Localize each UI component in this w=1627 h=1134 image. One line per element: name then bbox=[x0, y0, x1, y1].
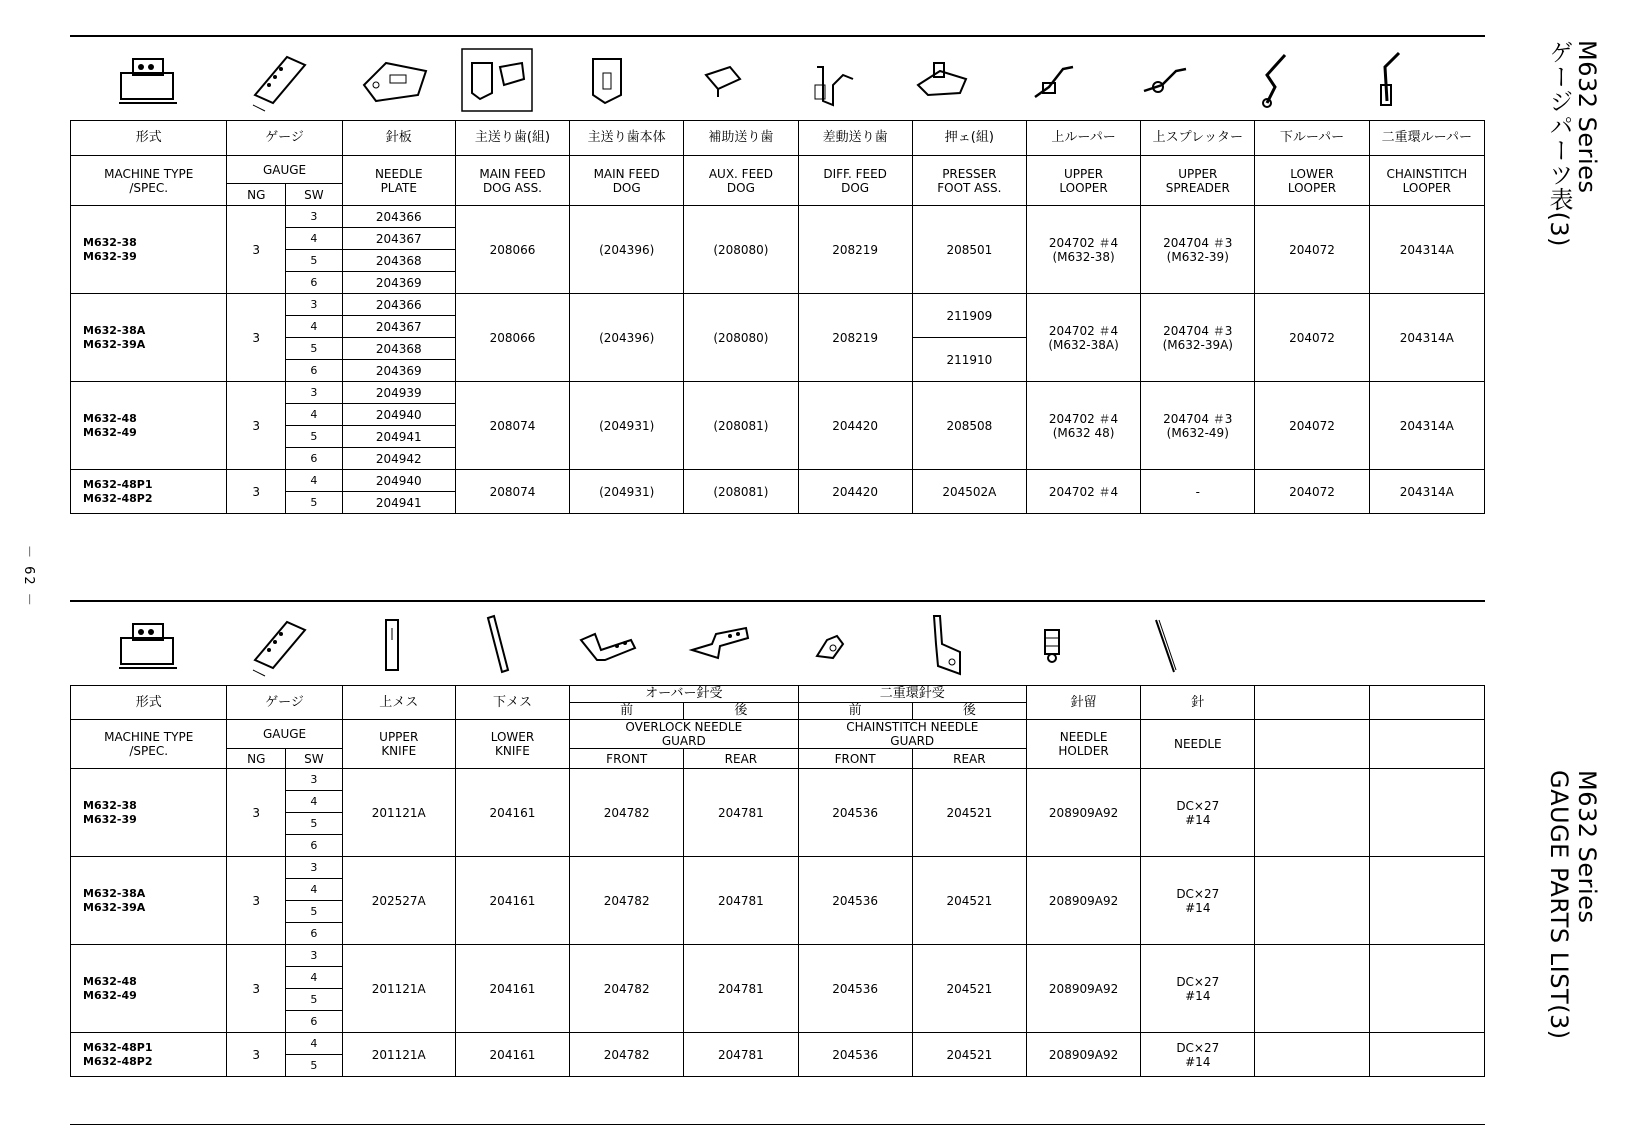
empty-cell bbox=[1369, 1033, 1484, 1077]
model-name: M632-48P1 bbox=[83, 477, 153, 491]
table-row bbox=[71, 206, 1485, 228]
empty-header bbox=[1369, 720, 1484, 769]
sw-cell: 5 bbox=[286, 492, 343, 514]
presser-cell: 211910 bbox=[912, 338, 1026, 382]
upper-looper-cell: 204702 ＃4 (M632 48) bbox=[1026, 382, 1140, 470]
needle-plate-cell: 204369 bbox=[342, 272, 455, 294]
title-series: M632 Series bbox=[1573, 40, 1601, 194]
sw-cell: 6 bbox=[286, 272, 343, 294]
sw-cell: 5 bbox=[286, 901, 343, 923]
needle-cell: DC×27 #14 bbox=[1141, 945, 1255, 1033]
title-english: GAUGE PARTS LIST(3) bbox=[1545, 770, 1573, 1040]
chain-rear-cell: 204521 bbox=[912, 945, 1026, 1033]
diff-feed-cell: 208219 bbox=[798, 206, 912, 294]
header-diff-feed-jp: 差動送り歯 bbox=[798, 121, 912, 156]
model-name: M632-48P2 bbox=[83, 1054, 153, 1068]
upper-looper-cell: 204702 ＃4 (M632-38) bbox=[1026, 206, 1140, 294]
chain-front-cell: 204536 bbox=[798, 1033, 912, 1077]
model-name: M632-39 bbox=[83, 812, 137, 826]
header-upper-spreader-jp: 上スプレッター bbox=[1141, 121, 1255, 156]
overlock-needle-guard-rear-icon bbox=[671, 605, 766, 685]
sw-cell: 3 bbox=[286, 769, 343, 791]
diff-feed-cell: 208219 bbox=[798, 294, 912, 382]
needle-plate-cell: 204368 bbox=[342, 250, 455, 272]
header-presser-jp: 押ェ(組) bbox=[912, 121, 1026, 156]
main-feed-cell: (204396) bbox=[570, 206, 684, 294]
header-ch-rear-jp: 後 bbox=[912, 703, 1026, 720]
upper-looper-icon bbox=[1004, 40, 1099, 120]
model-name: M632-39 bbox=[83, 249, 137, 263]
header-ch-front-jp: 前 bbox=[798, 703, 912, 720]
empty-cell bbox=[1255, 945, 1369, 1033]
header-needle-plate-jp: 針板 bbox=[342, 121, 455, 156]
header-needle-holder: NEEDLE HOLDER bbox=[1026, 720, 1140, 769]
header-machine-type: MACHINE TYPE /SPEC. bbox=[71, 720, 227, 769]
sw-cell: 6 bbox=[286, 360, 343, 382]
ng-cell: 3 bbox=[227, 857, 286, 945]
main-feed-ass-cell: 208074 bbox=[455, 470, 569, 514]
upper-spreader-icon bbox=[1115, 40, 1210, 120]
table-row bbox=[71, 470, 1485, 492]
diff-feed-cell: 204420 bbox=[798, 382, 912, 470]
model-name: M632-39A bbox=[83, 337, 146, 351]
upper-looper-cell: 204702 ＃4 bbox=[1026, 470, 1140, 514]
main-feed-cell: (204931) bbox=[570, 470, 684, 514]
needle-cell: DC×27 #14 bbox=[1141, 769, 1255, 857]
overlock-front-cell: 204782 bbox=[570, 1033, 684, 1077]
sw-cell: 6 bbox=[286, 448, 343, 470]
upper-knife-cell: 201121A bbox=[342, 945, 455, 1033]
model-name: M632-38 bbox=[83, 235, 137, 249]
header-lower-looper-jp: 下ルーパー bbox=[1255, 121, 1369, 156]
model-name: M632-38 bbox=[83, 798, 137, 812]
model-name: M632-49 bbox=[83, 425, 137, 439]
gauge-icon bbox=[230, 605, 325, 685]
gauge-parts-table-2 bbox=[70, 685, 1485, 1077]
chain-looper-cell: 204314A bbox=[1369, 294, 1484, 382]
sw-cell: 5 bbox=[286, 250, 343, 272]
title-japanese: ゲージパーツ表(3) bbox=[1545, 40, 1573, 247]
ng-cell: 3 bbox=[227, 206, 286, 294]
chain-looper-cell: 204314A bbox=[1369, 206, 1484, 294]
main-feed-dog-assembly-icon bbox=[447, 40, 542, 120]
model-name: M632-48 bbox=[83, 411, 137, 425]
model-cell bbox=[71, 769, 227, 857]
header-needle-plate: NEEDLE PLATE bbox=[342, 156, 455, 206]
chain-looper-cell: 204314A bbox=[1369, 382, 1484, 470]
header-gauge-jp: ゲージ bbox=[227, 686, 342, 720]
empty-header bbox=[1369, 686, 1484, 720]
model-cell bbox=[71, 206, 227, 294]
chain-rear-cell: 204521 bbox=[912, 769, 1026, 857]
table-row bbox=[71, 769, 1485, 791]
header-main-feed-jp: 主送り歯本体 bbox=[570, 121, 684, 156]
chain-front-cell: 204536 bbox=[798, 945, 912, 1033]
presser-cell: 204502A bbox=[912, 470, 1026, 514]
table-2-body bbox=[71, 769, 1485, 1077]
needle-plate-cell: 204940 bbox=[342, 470, 455, 492]
empty-cell bbox=[1255, 857, 1369, 945]
aux-feed-cell: (208081) bbox=[684, 470, 798, 514]
needle-plate-cell: 204940 bbox=[342, 404, 455, 426]
header-sw: SW bbox=[286, 749, 343, 769]
presser-cell: 208508 bbox=[912, 382, 1026, 470]
needle-plate-cell: 204941 bbox=[342, 492, 455, 514]
main-feed-ass-cell: 208066 bbox=[455, 294, 569, 382]
header-upper-looper-jp: 上ルーパー bbox=[1026, 121, 1140, 156]
presser-cell: 211909 bbox=[912, 294, 1026, 338]
ng-cell: 3 bbox=[227, 945, 286, 1033]
header-holder-jp: 針留 bbox=[1026, 686, 1140, 720]
needle-cell: DC×27 #14 bbox=[1141, 1033, 1255, 1077]
sw-cell: 5 bbox=[286, 338, 343, 360]
chain-front-cell: 204536 bbox=[798, 769, 912, 857]
overlock-rear-cell: 204781 bbox=[684, 857, 798, 945]
sw-cell: 3 bbox=[286, 382, 343, 404]
header-ch-rear: REAR bbox=[912, 749, 1026, 769]
machine-icon bbox=[100, 40, 195, 120]
overlock-rear-cell: 204781 bbox=[684, 945, 798, 1033]
needle-plate-cell: 204369 bbox=[342, 360, 455, 382]
sw-cell: 4 bbox=[286, 791, 343, 813]
chain-rear-cell: 204521 bbox=[912, 857, 1026, 945]
header-overlock-jp: オーバー針受 bbox=[570, 686, 798, 703]
model-name: M632-48P2 bbox=[83, 491, 153, 505]
table-row bbox=[71, 294, 1485, 316]
header-gauge-jp: ゲージ bbox=[227, 121, 342, 156]
sw-cell: 3 bbox=[286, 857, 343, 879]
sw-cell: 3 bbox=[286, 945, 343, 967]
page-number: － 62 － bbox=[21, 545, 36, 608]
needle-plate-cell: 204366 bbox=[342, 206, 455, 228]
part-illustrations-row-2 bbox=[70, 605, 1485, 685]
header-overlock-guard: OVERLOCK NEEDLE GUARD bbox=[570, 720, 798, 749]
overlock-needle-guard-front-icon bbox=[560, 605, 655, 685]
empty-cell bbox=[1369, 857, 1484, 945]
header-needle-jp: 針 bbox=[1141, 686, 1255, 720]
main-feed-ass-cell: 208074 bbox=[455, 382, 569, 470]
chainstitch-needle-guard-rear-icon bbox=[893, 605, 988, 685]
header-aux-feed: AUX. FEED DOG bbox=[684, 156, 798, 206]
header-lower-knife: LOWER KNIFE bbox=[455, 720, 569, 769]
header-lower-knife-jp: 下メス bbox=[455, 686, 569, 720]
header-ov-rear-jp: 後 bbox=[684, 703, 798, 720]
sw-cell: 4 bbox=[286, 1033, 343, 1055]
ng-cell: 3 bbox=[227, 470, 286, 514]
sw-cell: 4 bbox=[286, 967, 343, 989]
aux-feed-dog-icon bbox=[671, 40, 766, 120]
upper-knife-icon bbox=[345, 605, 440, 685]
header-chain-guard: CHAINSTITCH NEEDLE GUARD bbox=[798, 720, 1026, 749]
needle-plate-cell: 204366 bbox=[342, 294, 455, 316]
model-cell bbox=[71, 294, 227, 382]
main-feed-cell: (204396) bbox=[570, 294, 684, 382]
ng-cell: 3 bbox=[227, 1033, 286, 1077]
header-upper-looper: UPPER LOOPER bbox=[1026, 156, 1140, 206]
bottom-rule bbox=[70, 600, 1485, 602]
table-row bbox=[71, 1033, 1485, 1055]
header-diff-feed: DIFF. FEED DOG bbox=[798, 156, 912, 206]
ng-cell: 3 bbox=[227, 769, 286, 857]
empty-header bbox=[1255, 720, 1369, 769]
part-illustrations-row-1 bbox=[70, 40, 1485, 120]
presser-foot-icon bbox=[893, 40, 988, 120]
needle-plate-cell: 204367 bbox=[342, 316, 455, 338]
aux-feed-cell: (208080) bbox=[684, 206, 798, 294]
overlock-front-cell: 204782 bbox=[570, 769, 684, 857]
sw-cell: 5 bbox=[286, 426, 343, 448]
model-cell bbox=[71, 945, 227, 1033]
needle-icon bbox=[1115, 605, 1210, 685]
overlock-front-cell: 204782 bbox=[570, 945, 684, 1033]
needle-holder-cell: 208909A92 bbox=[1026, 857, 1140, 945]
sw-cell: 4 bbox=[286, 228, 343, 250]
sw-cell: 3 bbox=[286, 294, 343, 316]
chain-front-cell: 204536 bbox=[798, 857, 912, 945]
empty-cell bbox=[1369, 769, 1484, 857]
upper-looper-cell: 204702 ＃4 (M632-38A) bbox=[1026, 294, 1140, 382]
top-rule bbox=[70, 35, 1485, 37]
upper-spreader-cell: 204704 ＃3 (M632-49) bbox=[1141, 382, 1255, 470]
sw-cell: 6 bbox=[286, 923, 343, 945]
chainstitch-needle-guard-front-icon bbox=[782, 605, 877, 685]
lower-looper-cell: 204072 bbox=[1255, 470, 1369, 514]
gauge-parts-table-1 bbox=[70, 120, 1485, 514]
lower-looper-cell: 204072 bbox=[1255, 382, 1369, 470]
header-presser: PRESSER FOOT ASS. bbox=[912, 156, 1026, 206]
footer-rule bbox=[70, 1124, 1485, 1125]
needle-holder-cell: 208909A92 bbox=[1026, 945, 1140, 1033]
sw-cell: 4 bbox=[286, 404, 343, 426]
empty-cell bbox=[1255, 769, 1369, 857]
presser-cell: 208501 bbox=[912, 206, 1026, 294]
empty-header bbox=[1255, 686, 1369, 720]
sw-cell: 4 bbox=[286, 316, 343, 338]
ng-cell: 3 bbox=[227, 294, 286, 382]
model-cell bbox=[71, 382, 227, 470]
model-name: M632-38A bbox=[83, 886, 146, 900]
needle-holder-cell: 208909A92 bbox=[1026, 1033, 1140, 1077]
table-1-body bbox=[71, 206, 1485, 514]
overlock-front-cell: 204782 bbox=[570, 857, 684, 945]
gauge-icon bbox=[230, 40, 325, 120]
empty-cell bbox=[1255, 1033, 1369, 1077]
sw-cell: 5 bbox=[286, 989, 343, 1011]
header-chain-jp: 二重環針受 bbox=[798, 686, 1026, 703]
upper-spreader-cell: - bbox=[1141, 470, 1255, 514]
header-chain-looper: CHAINSTITCH LOOPER bbox=[1369, 156, 1484, 206]
needle-plate-icon bbox=[345, 40, 440, 120]
needle-plate-cell: 204368 bbox=[342, 338, 455, 360]
sw-cell: 6 bbox=[286, 1011, 343, 1033]
needle-plate-cell: 204939 bbox=[342, 382, 455, 404]
table-row bbox=[71, 945, 1485, 967]
lower-looper-cell: 204072 bbox=[1255, 206, 1369, 294]
empty-cell bbox=[1369, 945, 1484, 1033]
sw-cell: 4 bbox=[286, 879, 343, 901]
machine-icon bbox=[100, 605, 195, 685]
diff-feed-dog-icon bbox=[782, 40, 877, 120]
header-ng: NG bbox=[227, 749, 286, 769]
overlock-rear-cell: 204781 bbox=[684, 1033, 798, 1077]
upper-knife-cell: 201121A bbox=[342, 1033, 455, 1077]
lower-knife-icon bbox=[447, 605, 542, 685]
header-ng: NG bbox=[227, 184, 286, 206]
header-main-feed-ass-jp: 主送り歯(組) bbox=[455, 121, 569, 156]
model-name: M632-49 bbox=[83, 988, 137, 1002]
model-name: M632-39A bbox=[83, 900, 146, 914]
header-ov-rear: REAR bbox=[684, 749, 798, 769]
model-name: M632-48P1 bbox=[83, 1040, 153, 1054]
lower-knife-cell: 204161 bbox=[455, 769, 569, 857]
lower-knife-cell: 204161 bbox=[455, 857, 569, 945]
main-feed-cell: (204931) bbox=[570, 382, 684, 470]
header-machine-type: MACHINE TYPE /SPEC. bbox=[71, 156, 227, 206]
lower-knife-cell: 204161 bbox=[455, 945, 569, 1033]
english-title bbox=[1545, 770, 1601, 1040]
needle-plate-cell: 204367 bbox=[342, 228, 455, 250]
lower-looper-icon bbox=[1226, 40, 1321, 120]
table-row bbox=[71, 382, 1485, 404]
sw-cell: 5 bbox=[286, 1055, 343, 1077]
title-series: M632 Series bbox=[1573, 770, 1601, 924]
ng-cell: 3 bbox=[227, 382, 286, 470]
header-needle: NEEDLE bbox=[1141, 720, 1255, 769]
upper-knife-cell: 202527A bbox=[342, 857, 455, 945]
upper-spreader-cell: 204704 ＃3 (M632-39) bbox=[1141, 206, 1255, 294]
header-aux-feed-jp: 補助送り歯 bbox=[684, 121, 798, 156]
sw-cell: 5 bbox=[286, 813, 343, 835]
model-cell bbox=[71, 470, 227, 514]
header-ch-front: FRONT bbox=[798, 749, 912, 769]
main-feed-dog-icon bbox=[560, 40, 655, 120]
sw-cell: 4 bbox=[286, 470, 343, 492]
header-gauge: GAUGE bbox=[227, 720, 342, 749]
header-ov-front-jp: 前 bbox=[570, 703, 684, 720]
header-lower-looper: LOWER LOOPER bbox=[1255, 156, 1369, 206]
table-row bbox=[71, 857, 1485, 879]
model-name: M632-38A bbox=[83, 323, 146, 337]
header-upper-knife-jp: 上メス bbox=[342, 686, 455, 720]
header-sw: SW bbox=[286, 184, 343, 206]
header-main-feed: MAIN FEED DOG bbox=[570, 156, 684, 206]
header-gauge: GAUGE bbox=[227, 156, 342, 184]
needle-plate-cell: 204941 bbox=[342, 426, 455, 448]
upper-knife-cell: 201121A bbox=[342, 769, 455, 857]
main-feed-ass-cell: 208066 bbox=[455, 206, 569, 294]
chain-rear-cell: 204521 bbox=[912, 1033, 1026, 1077]
model-name: M632-48 bbox=[83, 974, 137, 988]
chainstitch-looper-icon bbox=[1338, 40, 1433, 120]
header-chain-looper-jp: 二重環ルーパー bbox=[1369, 121, 1484, 156]
aux-feed-cell: (208081) bbox=[684, 382, 798, 470]
header-upper-spreader: UPPER SPREADER bbox=[1141, 156, 1255, 206]
chain-looper-cell: 204314A bbox=[1369, 470, 1484, 514]
lower-knife-cell: 204161 bbox=[455, 1033, 569, 1077]
header-main-feed-ass: MAIN FEED DOG ASS. bbox=[455, 156, 569, 206]
header-ov-front: FRONT bbox=[570, 749, 684, 769]
header-type-jp: 形式 bbox=[71, 121, 227, 156]
lower-looper-cell: 204072 bbox=[1255, 294, 1369, 382]
diff-feed-cell: 204420 bbox=[798, 470, 912, 514]
header-upper-knife: UPPER KNIFE bbox=[342, 720, 455, 769]
japanese-title bbox=[1545, 40, 1601, 247]
header-type-jp: 形式 bbox=[71, 686, 227, 720]
needle-holder-icon bbox=[1004, 605, 1099, 685]
needle-cell: DC×27 #14 bbox=[1141, 857, 1255, 945]
model-cell bbox=[71, 1033, 227, 1077]
sw-cell: 3 bbox=[286, 206, 343, 228]
aux-feed-cell: (208080) bbox=[684, 294, 798, 382]
overlock-rear-cell: 204781 bbox=[684, 769, 798, 857]
upper-spreader-cell: 204704 ＃3 (M632-39A) bbox=[1141, 294, 1255, 382]
model-cell bbox=[71, 857, 227, 945]
sw-cell: 6 bbox=[286, 835, 343, 857]
needle-holder-cell: 208909A92 bbox=[1026, 769, 1140, 857]
needle-plate-cell: 204942 bbox=[342, 448, 455, 470]
